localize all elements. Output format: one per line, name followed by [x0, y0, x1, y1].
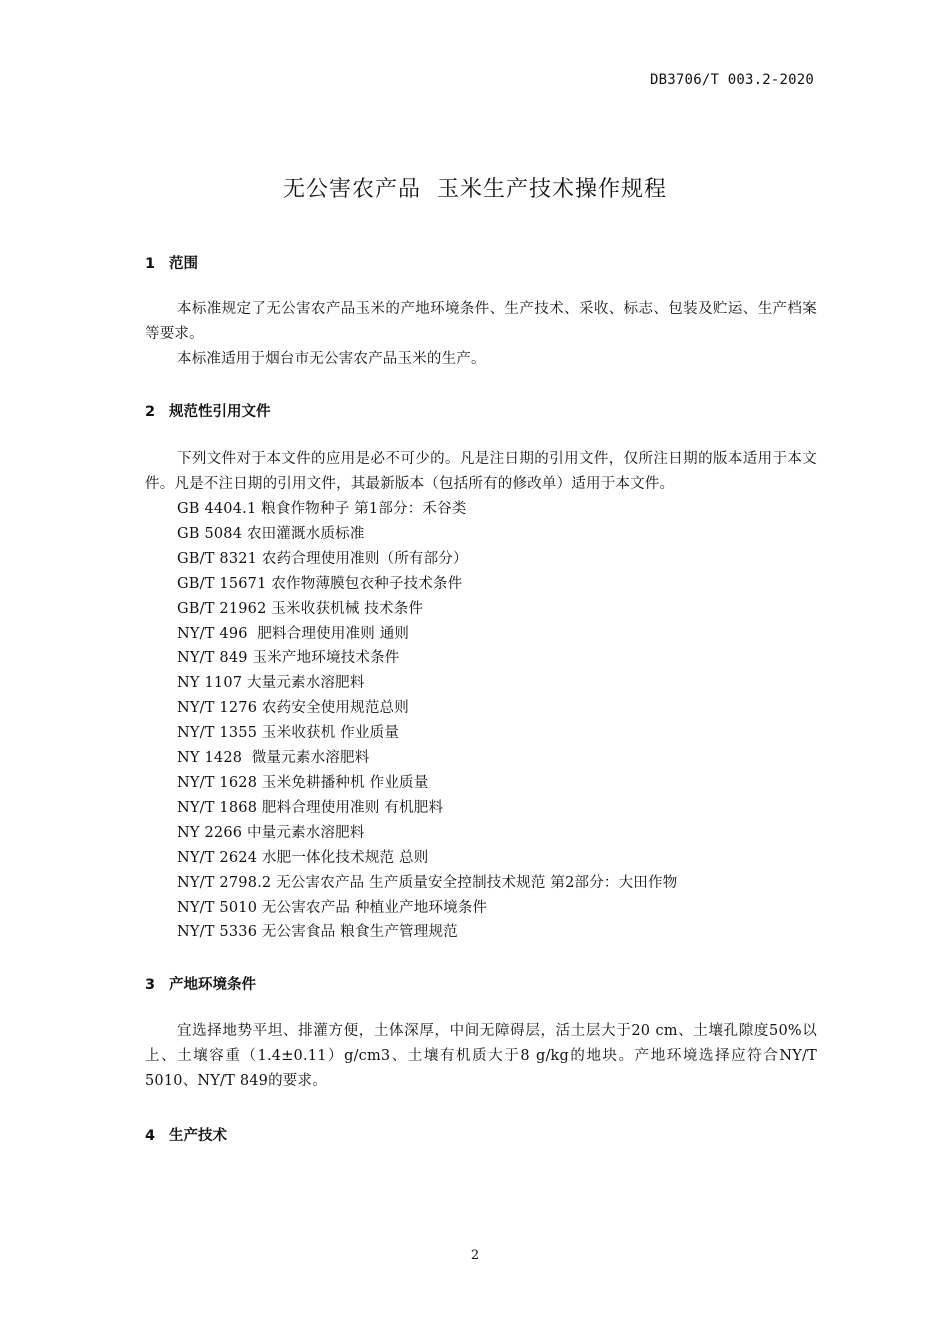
section-2-paragraph-1: 下列文件对于本文件的应用是必不可少的。凡是注日期的引用文件，仅所注日期的版本适用于本文件。凡是不注日期的引用文件，其最新版本（包括所有的修改单）适用于本文件。: [145, 451, 817, 492]
reference-list: [177, 497, 677, 945]
reference-item: NY/T 2624 水肥一体化技术规范 总则: [177, 849, 429, 866]
section-number: 3: [145, 977, 156, 993]
section-title: 规范性引用文件: [169, 404, 271, 420]
reference-item: GB 4404.1 粮食作物种子 第1部分：禾谷类: [177, 501, 467, 517]
reference-item: GB/T 21962 玉米收获机械 技术条件: [177, 600, 424, 617]
page-number: 2: [470, 1248, 480, 1263]
section-number: 2: [145, 404, 156, 420]
reference-item: NY/T 849 玉米产地环境技术条件: [177, 650, 400, 667]
reference-item: GB/T 15671 农作物薄膜包衣种子技术条件: [177, 575, 463, 592]
reference-item: NY/T 1868 肥料合理使用准则 有机肥料: [177, 799, 444, 816]
section-title: 范围: [169, 256, 198, 272]
reference-item: GB 5084 农田灌溉水质标准: [177, 525, 365, 542]
standard-code: DB3706/T 003.2-2020: [650, 72, 814, 88]
section-number: 1: [145, 256, 156, 272]
reference-item: NY/T 5010 无公害农产品 种植业产地环境条件: [177, 899, 488, 916]
section-number: 4: [145, 1128, 156, 1144]
section-title: 生产技术: [169, 1128, 227, 1144]
reference-item: NY/T 2798.2 无公害农产品 生产质量安全控制技术规范 第2部分：大田作物: [177, 874, 678, 891]
section-4-heading: [145, 1124, 227, 1145]
reference-item: NY/T 1628 玉米免耕播种机 作业质量: [177, 774, 429, 791]
reference-item: NY/T 1355 玉米收获机 作业质量: [177, 725, 400, 742]
reference-item: NY 2266 中量元素水溶肥料: [177, 824, 365, 841]
document-title: 无公害农产品 玉米生产技术操作规程: [283, 177, 667, 202]
section-2-heading: [145, 400, 271, 421]
section-1-heading: [145, 252, 198, 273]
section-title: 产地环境条件: [169, 977, 256, 993]
reference-item: NY/T 5336 无公害食品 粮食生产管理规范: [177, 924, 458, 941]
reference-item: NY 1428 微量元素水溶肥料: [177, 750, 370, 767]
reference-item: NY/T 496 肥料合理使用准则 通则: [177, 625, 410, 642]
reference-item: NY 1107 大量元素水溶肥料: [177, 675, 365, 692]
section-3-paragraph-1: 宜选择地势平坦、排灌方便，土体深厚，中间无障碍层，活土层大于20 cm、土壤孔隙度50%以上、土壤容重（1.4±0.11）g/cm3、土壤有机质大于8 g/kg的地块。产地环境选择应符合NY/T 5010、NY/T 849的要求。: [145, 1023, 817, 1089]
section-1-paragraph-2: 本标准适用于烟台市无公害农产品玉米的生产。: [177, 351, 486, 367]
reference-item: NY/T 1276 农药安全使用规范总则: [177, 700, 409, 717]
reference-item: GB/T 8321 农药合理使用准则（所有部分）: [177, 550, 468, 567]
section-1-paragraph-1: 本标准规定了无公害农产品玉米的产地环境条件、生产技术、采收、标志、包装及贮运、生产档案等要求。: [145, 301, 817, 342]
section-3-heading: [145, 973, 256, 994]
